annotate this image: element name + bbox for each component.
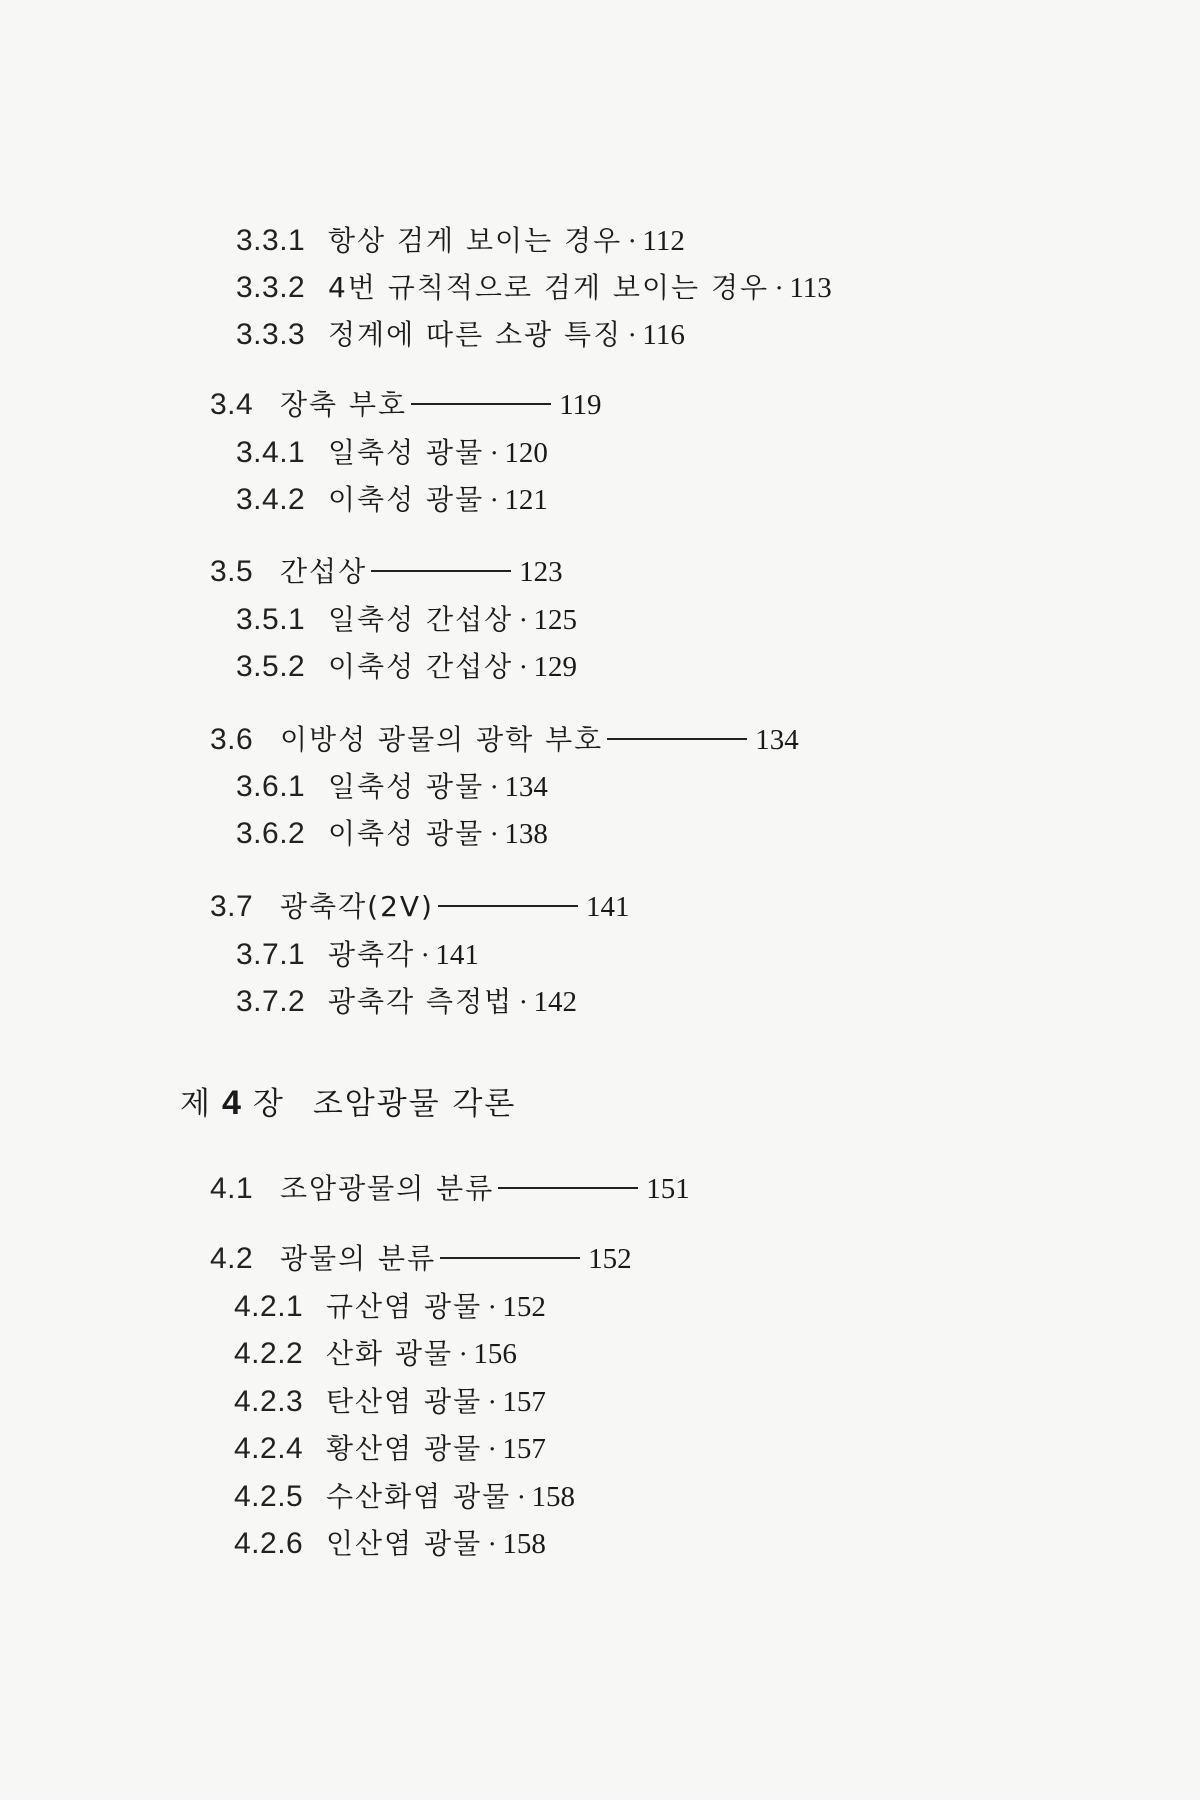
toc-entry-4-2-2[interactable]	[234, 1337, 517, 1372]
page-number: 134	[755, 724, 799, 756]
toc-entry-4-2-1[interactable]	[234, 1290, 546, 1325]
separator-dot: ·	[517, 1483, 526, 1513]
toc-entry-3-6-2[interactable]	[236, 817, 548, 852]
page-number: 141	[585, 891, 630, 923]
separator-dot: ·	[519, 988, 528, 1018]
page-number: 121	[504, 484, 548, 516]
toc-entry-3-5-2[interactable]	[236, 650, 577, 685]
separator-dot: ·	[459, 1340, 468, 1370]
page-number: 123	[519, 556, 563, 588]
toc-entry-3-5[interactable]	[210, 555, 563, 589]
section-number: 3.3.1	[236, 224, 306, 257]
section-number: 3.7.1	[236, 938, 306, 971]
section-number: 3.3.3	[236, 318, 306, 351]
toc-entry-3-3-1[interactable]	[236, 224, 685, 259]
section-number: 3.7.2	[236, 985, 306, 1018]
section-title: 이축성 광물	[328, 817, 485, 850]
page-number: 157	[502, 1386, 546, 1418]
section-title: 간섭상	[280, 555, 368, 588]
page-number: 129	[533, 651, 577, 683]
page-number: 134	[504, 771, 548, 803]
page-number: 138	[504, 818, 548, 850]
section-number: 3.5.1	[236, 603, 306, 636]
toc-entry-4-1[interactable]	[210, 1172, 690, 1206]
leader-rule	[607, 738, 747, 740]
section-title: 이축성 광물	[328, 483, 485, 516]
page-number: 157	[502, 1433, 546, 1465]
leader-rule	[438, 905, 578, 907]
section-number: 4.2.4	[234, 1432, 304, 1465]
separator-dot: ·	[519, 606, 528, 636]
section-number: 4.2.6	[234, 1527, 304, 1560]
section-number: 3.5.2	[236, 650, 306, 683]
toc-entry-4-2-3[interactable]	[234, 1385, 546, 1420]
section-title: 조암광물의 분류	[280, 1172, 495, 1205]
leader-rule	[371, 570, 511, 572]
separator-dot: ·	[628, 227, 637, 257]
toc-entry-3-4-2[interactable]	[236, 483, 548, 518]
page-number: 158	[502, 1528, 546, 1560]
section-title: 4번 규칙적으로 검게 보이는 경우	[328, 271, 770, 304]
section-title: 규산염 광물	[326, 1290, 483, 1323]
separator-dot: ·	[490, 439, 499, 469]
page-number: 151	[646, 1173, 690, 1205]
separator-dot: ·	[421, 941, 430, 971]
section-title: 일축성 간섭상	[328, 603, 514, 636]
section-title: 항상 검게 보이는 경우	[328, 224, 623, 257]
toc-entry-3-3-2[interactable]	[236, 271, 832, 306]
section-title: 이축성 간섭상	[328, 650, 514, 683]
leader-rule	[411, 403, 551, 405]
section-title: 황산염 광물	[326, 1432, 483, 1465]
section-number: 3.7	[210, 890, 254, 923]
section-number: 3.4.2	[236, 483, 306, 516]
toc-entry-4-2-4[interactable]	[234, 1432, 546, 1467]
section-number: 3.5	[210, 555, 254, 588]
toc-entry-3-7-1[interactable]	[236, 938, 479, 973]
separator-dot: ·	[488, 1293, 497, 1323]
separator-dot: ·	[490, 773, 499, 803]
section-number: 3.4.1	[236, 436, 306, 469]
section-number: 4.1	[210, 1172, 254, 1205]
section-number: 4.2.5	[234, 1480, 304, 1513]
page-number: 112	[642, 225, 685, 257]
section-title: 이방성 광물의 광학 부호	[280, 723, 604, 756]
page-number: 141	[435, 939, 479, 971]
section-number: 3.3.2	[236, 271, 306, 304]
toc-entry-3-4-1[interactable]	[236, 436, 548, 471]
toc-entry-3-6-1[interactable]	[236, 770, 548, 805]
toc-entry-3-7[interactable]	[210, 890, 629, 924]
section-number: 4.2.1	[234, 1290, 304, 1323]
section-title: 인산염 광물	[326, 1527, 483, 1560]
chapter-4-heading[interactable]	[180, 1078, 516, 1123]
section-title: 광축각 측정법	[328, 985, 514, 1018]
separator-dot: ·	[490, 486, 499, 516]
section-title: 장축 부호	[280, 388, 408, 421]
page-number: 125	[533, 604, 577, 636]
toc-entry-3-3-3[interactable]	[236, 318, 685, 353]
page-number: 152	[502, 1291, 546, 1323]
page-number: 113	[789, 272, 832, 304]
separator-dot: ·	[490, 820, 499, 850]
separator-dot: ·	[519, 653, 528, 683]
page-number: 152	[588, 1243, 632, 1275]
page-number: 156	[473, 1338, 517, 1370]
toc-entry-3-5-1[interactable]	[236, 603, 577, 638]
toc-entry-4-2[interactable]	[210, 1242, 632, 1276]
page-number: 142	[533, 986, 577, 1018]
section-number: 4.2	[210, 1242, 254, 1275]
page-number: 120	[504, 437, 548, 469]
section-title: 일축성 광물	[328, 770, 485, 803]
section-number: 3.6.2	[236, 817, 306, 850]
leader-rule	[498, 1187, 638, 1189]
toc-entry-4-2-5[interactable]	[234, 1480, 575, 1515]
toc-entry-3-6[interactable]	[210, 723, 799, 757]
section-title: 산화 광물	[326, 1337, 454, 1370]
chapter-title: 조암광물 각론	[312, 1086, 517, 1122]
toc-entry-4-2-6[interactable]	[234, 1527, 546, 1562]
section-title: 광축각(2V)	[280, 890, 434, 923]
section-number: 3.6	[210, 723, 254, 756]
separator-dot: ·	[775, 274, 784, 304]
chapter-number: 4	[221, 1084, 241, 1122]
toc-entry-3-7-2[interactable]	[236, 985, 577, 1020]
section-title: 탄산염 광물	[326, 1385, 483, 1418]
separator-dot: ·	[488, 1435, 497, 1465]
section-number: 3.4	[210, 388, 254, 421]
separator-dot: ·	[628, 321, 637, 351]
leader-rule	[440, 1257, 580, 1259]
page-number: 158	[531, 1481, 575, 1513]
section-number: 3.6.1	[236, 770, 306, 803]
section-title: 광물의 분류	[280, 1242, 437, 1275]
page-number: 119	[559, 389, 602, 421]
page-number: 116	[642, 319, 685, 351]
section-number: 4.2.3	[234, 1385, 304, 1418]
chapter-suffix: 장	[252, 1086, 283, 1122]
section-title: 광축각	[328, 938, 416, 971]
separator-dot: ·	[488, 1388, 497, 1418]
section-title: 정계에 따른 소광 특징	[328, 318, 623, 351]
toc-entry-3-4[interactable]	[210, 388, 602, 422]
section-title: 일축성 광물	[328, 436, 485, 469]
section-number: 4.2.2	[234, 1337, 304, 1370]
section-title: 수산화염 광물	[326, 1480, 512, 1513]
chapter-prefix: 제	[180, 1086, 210, 1122]
separator-dot: ·	[488, 1530, 497, 1560]
